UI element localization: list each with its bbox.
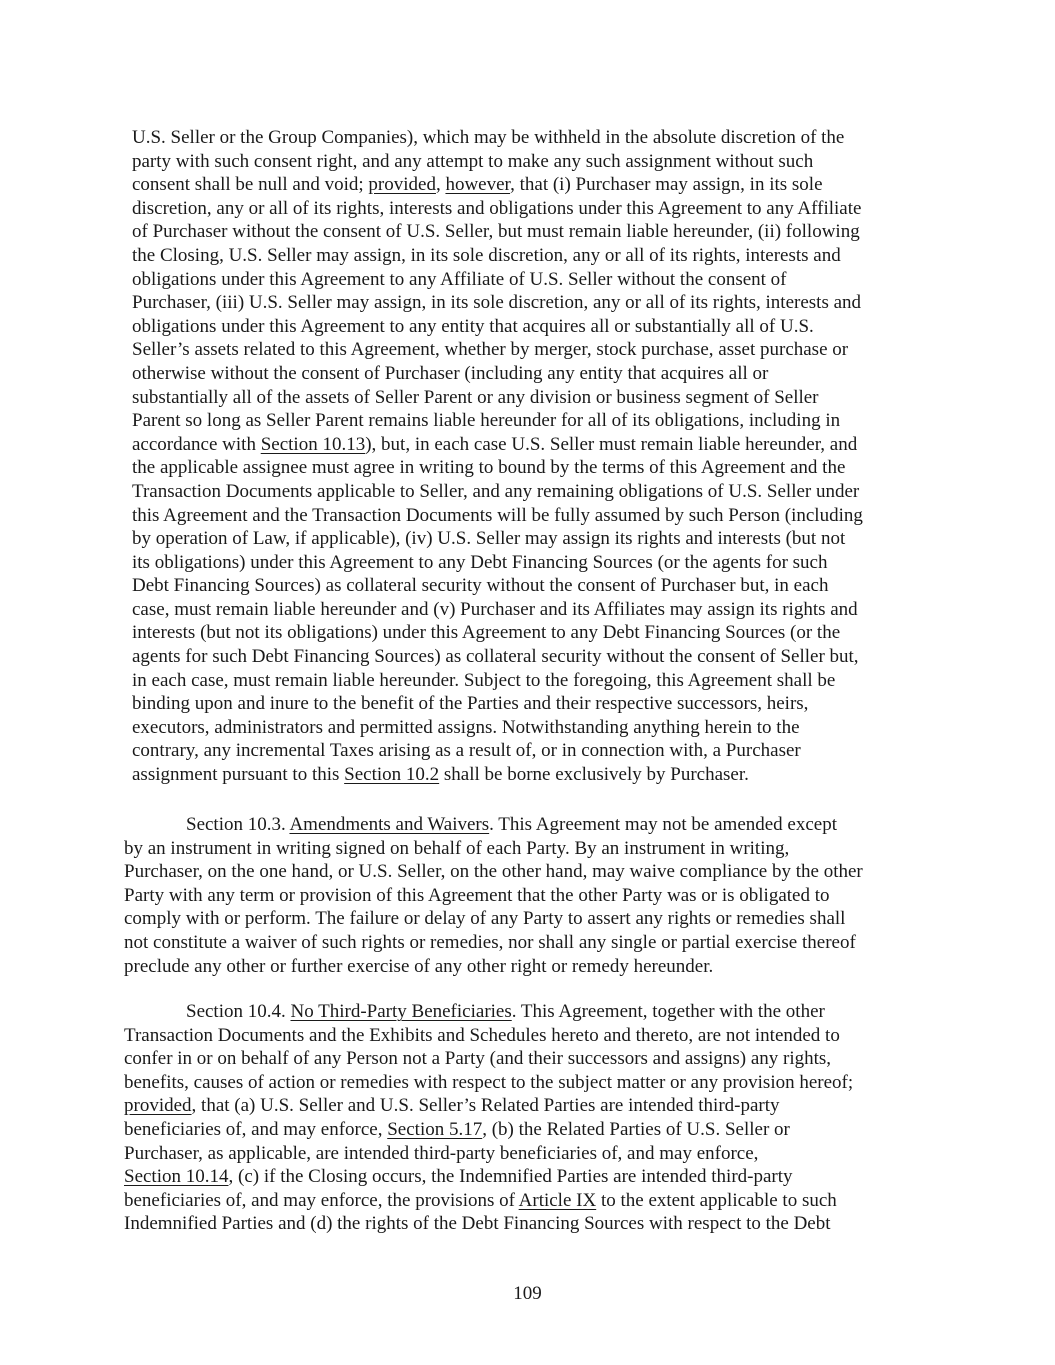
text-line <box>132 621 863 645</box>
text-line <box>124 931 863 955</box>
underlined-reference: No Third-Party Beneficiaries <box>290 1001 512 1022</box>
underlined-reference: Amendments and Waivers <box>289 814 490 835</box>
text-line <box>124 1118 853 1142</box>
text-run: by an instrument in writing signed on behalf of each Party. By an instrument in writing, <box>124 837 790 859</box>
text-line <box>132 598 863 622</box>
text-run: its obligations) under this Agreement to any Debt Financing Sources (or the agents for such <box>132 551 828 573</box>
text-run: interests (but not its obligations) under this Agreement to any Debt Financing Sources (or the <box>132 622 841 644</box>
text-line <box>132 386 863 410</box>
text-run: binding upon and inure to the benefit of the Parties and their respective successors, heirs, <box>132 693 809 715</box>
text-run: substantially all of the assets of Seller Parent or any division or business segment of Seller <box>132 386 819 408</box>
text-line <box>124 1024 853 1048</box>
text-run: not constitute a waiver of such rights or remedies, nor shall any single or partial exercise thereof <box>124 931 856 953</box>
text-line <box>132 480 863 504</box>
text-run: , that (a) U.S. Seller and U.S. Seller’s Related Parties are intended third-party <box>191 1095 780 1117</box>
text-run: comply with or perform. The failure or delay of any Party to assert any rights or remedies shall <box>124 908 846 930</box>
text-run: the applicable assignee must agree in writing to bound by the terms of this Agreement and the <box>132 457 846 479</box>
text-line <box>132 268 863 292</box>
text-run: , (c) if the Closing occurs, the Indemnified Parties are intended third-party <box>228 1166 793 1188</box>
text-line <box>132 739 863 763</box>
text-run: , (b) the Related Parties of U.S. Seller or <box>482 1118 790 1140</box>
text-run: in each case, must remain liable hereunder. Subject to the foregoing, this Agreement shall be <box>132 669 836 691</box>
text-run: Indemnified Parties and (d) the rights of the Debt Financing Sources with respect to the Debt <box>124 1213 831 1235</box>
text-run: U.S. Seller or the Group Companies), which may be withheld in the absolute discretion of the <box>132 127 845 148</box>
underlined-reference: however <box>445 174 511 196</box>
text-run: . This Agreement may not be amended except <box>489 814 838 835</box>
text-run: Purchaser, as applicable, are intended third-party beneficiaries of, and may enforce, <box>124 1142 759 1164</box>
text-line <box>132 409 863 433</box>
text-line <box>132 763 863 787</box>
text-run: to the extent applicable to such <box>596 1189 837 1211</box>
section-10-4-no-third-party-beneficiaries <box>124 1000 853 1236</box>
underlined-reference: Section 10.13 <box>260 433 366 455</box>
text-run: by operation of Law, if applicable), (iv) U.S. Seller may assign its rights and interests (but not <box>132 528 846 550</box>
text-run: agents for such Debt Financing Sources) as collateral security without the consent of Seller but, <box>132 646 859 668</box>
underlined-reference: Section 5.17 <box>387 1118 483 1140</box>
text-line <box>132 504 863 528</box>
text-line <box>132 220 863 244</box>
text-run: Seller’s assets related to this Agreement, whether by merger, stock purchase, asset purchase or <box>132 339 849 361</box>
text-line <box>132 197 863 221</box>
section-10-3-amendments-and-waivers <box>124 813 863 978</box>
text-line <box>132 362 863 386</box>
text-line <box>132 173 863 197</box>
text-line <box>132 645 863 669</box>
text-run: discretion, any or all of its rights, interests and obligations under this Agreement to any Affiliate <box>132 197 862 219</box>
text-line <box>124 1212 853 1236</box>
text-line <box>132 338 863 362</box>
text-line <box>124 1047 853 1071</box>
text-run: party with such consent right, and any attempt to make any such assignment without such <box>132 150 814 172</box>
text-run: beneficiaries of, and may enforce, <box>124 1118 388 1140</box>
text-run: preclude any other or further exercise of any other right or remedy hereunder. <box>124 955 714 977</box>
text-run: this Agreement and the Transaction Documents will be fully assumed by such Person (including <box>132 504 863 526</box>
text-run: otherwise without the consent of Purchaser (including any entity that acquires all or <box>132 362 769 384</box>
text-line <box>124 1094 853 1118</box>
text-line <box>124 837 863 861</box>
text-line <box>132 716 863 740</box>
text-run: benefits, causes of action or remedies with respect to the subject matter or any provision hereof; <box>124 1071 854 1093</box>
text-run: . This Agreement, together with the other <box>511 1001 825 1022</box>
text-run: confer in or on behalf of any Person not a Party (and their successors and assigns) any rights, <box>124 1048 832 1070</box>
underlined-reference: provided <box>368 174 436 196</box>
text-line <box>124 1165 853 1189</box>
text-run: beneficiaries of, and may enforce, the provisions of <box>124 1189 519 1211</box>
text-run: obligations under this Agreement to any Affiliate of U.S. Seller without the consent of <box>132 268 787 290</box>
text-line <box>132 244 863 268</box>
text-run: assignment pursuant to this <box>132 764 345 786</box>
text-line <box>124 955 863 979</box>
text-run: Purchaser, (iii) U.S. Seller may assign, in its sole discretion, any or all of its rights, interests and <box>132 292 862 314</box>
text-line <box>132 291 863 315</box>
text-line <box>124 1071 853 1095</box>
text-line <box>132 433 863 457</box>
text-run: Parent so long as Seller Parent remains liable hereunder for all of its obligations, including in <box>132 410 841 432</box>
text-line <box>132 669 863 693</box>
underlined-reference: provided <box>124 1095 192 1117</box>
text-line <box>124 813 863 837</box>
page-number: 109 <box>513 1283 542 1304</box>
text-run: Party with any term or provision of this Agreement that the other Party was or is obligated to <box>124 884 830 906</box>
text-run: consent shall be null and void; <box>132 174 369 196</box>
text-line <box>132 692 863 716</box>
paragraph-assignment-continued <box>132 126 863 787</box>
text-line <box>132 126 863 150</box>
text-run: executors, administrators and permitted assigns. Notwithstanding anything herein to the <box>132 716 800 738</box>
text-line <box>124 1189 853 1213</box>
text-run: accordance with <box>132 433 261 455</box>
underlined-reference: Section 10.2 <box>344 764 440 786</box>
text-run: ), but, in each case U.S. Seller must remain liable hereunder, and <box>365 433 858 455</box>
text-line <box>132 551 863 575</box>
text-line <box>132 456 863 480</box>
text-line <box>124 1142 853 1166</box>
text-run: Transaction Documents applicable to Seller, and any remaining obligations of U.S. Seller under <box>132 480 860 502</box>
text-run: case, must remain liable hereunder and (v) Purchaser and its Affiliates may assign its rights and <box>132 598 858 620</box>
text-run: Purchaser, on the one hand, or U.S. Seller, on the other hand, may waive compliance by the other <box>124 861 863 883</box>
text-line <box>124 884 863 908</box>
text-run: , <box>435 174 446 196</box>
text-line <box>132 574 863 598</box>
text-run: , that (i) Purchaser may assign, in its sole <box>510 174 823 196</box>
text-run: obligations under this Agreement to any entity that acquires all or substantially all of U.S. <box>132 315 814 337</box>
text-run: Section 10.3. <box>186 814 290 835</box>
underlined-reference: Article IX <box>518 1189 597 1211</box>
text-line <box>132 150 863 174</box>
text-line <box>132 527 863 551</box>
text-run: contrary, any incremental Taxes arising as a result of, or in connection with, a Purchaser <box>132 740 801 762</box>
text-run: shall be borne exclusively by Purchaser. <box>439 764 749 786</box>
text-run: Debt Financing Sources) as collateral security without the consent of Purchaser but, in each <box>132 575 829 597</box>
text-line <box>124 907 863 931</box>
text-line <box>132 315 863 339</box>
underlined-reference: Section 10.14 <box>124 1166 229 1188</box>
text-line <box>124 1000 853 1024</box>
text-line <box>124 860 863 884</box>
text-run: the Closing, U.S. Seller may assign, in its sole discretion, any or all of its rights, interests and <box>132 244 841 266</box>
text-run: of Purchaser without the consent of U.S. Seller, but must remain liable hereunder, (ii) following <box>132 221 860 243</box>
text-run: Transaction Documents and the Exhibits and Schedules hereto and thereto, are not intended to <box>124 1024 840 1046</box>
text-run: Section 10.4. <box>186 1001 291 1022</box>
